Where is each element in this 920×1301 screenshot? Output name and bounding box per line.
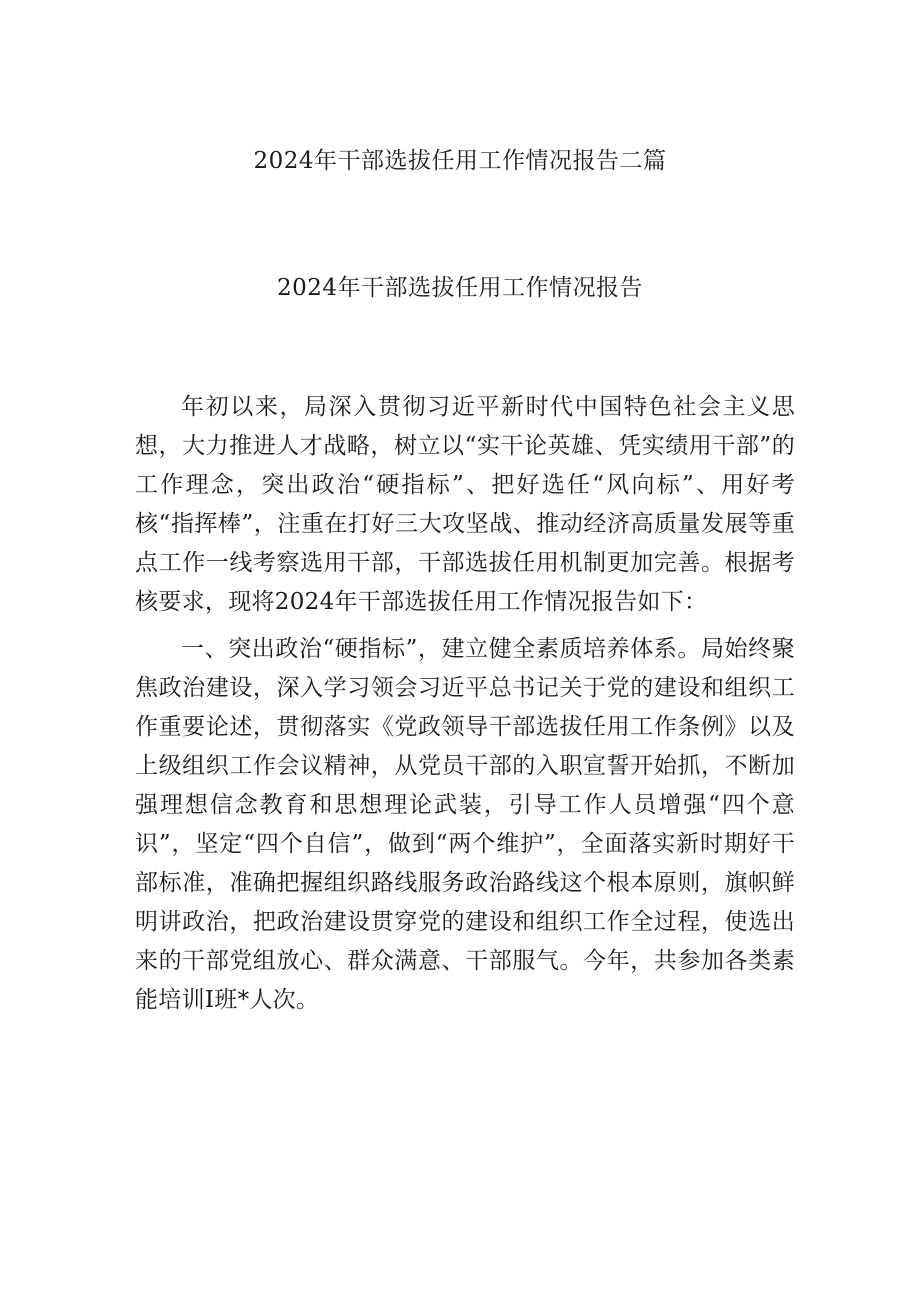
paragraph-section-one: 一、突出政治“硬指标”，建立健全素质培养体系。局始终聚焦政治建设，深入学习领会习近平总书记关于党的建设和组织工作重要论述，贯彻落实《党政领导干部选拔任用工作条例》以及上级组织工作会议精神，从党员干部的入职宣誓开始抓，不断加强理想信念教育和思想理论武装，引导工作人员增强“四个意识”，坚定“四个自信”，做到“两个维护”，全面落实新时期好干部标准，准确把握组织路线服务政治路线这个根本原则，旗帜鲜明讲政治，把政治建设贯穿党的建设和组织工作全过程，使选出来的干部党组放心、群众满意、干部服气。今年，共参加各类素能培训I班*人次。: [135, 636, 795, 1013]
document-title: 2024年干部选拔任用工作情况报告二篇: [253, 148, 667, 174]
report-title: 2024年干部选拔任用工作情况报告: [276, 275, 644, 301]
paragraph-intro: 年初以来，局深入贯彻习近平新时代中国特色社会主义思想，大力推进人才战略，树立以“实干论英雄、凭实绩用干部”的工作理念，突出政治“硬指标”、把好选任“风向标”、用好考核“指挥棒”，注重在打好三大攻坚战、推动经济高质量发展等重点工作一线考察选用干部，干部选拔任用机制更加完善。根据考核要求，现将2024年干部选拔任用工作情况报告如下：: [135, 394, 795, 615]
document-body: [135, 388, 795, 1028]
